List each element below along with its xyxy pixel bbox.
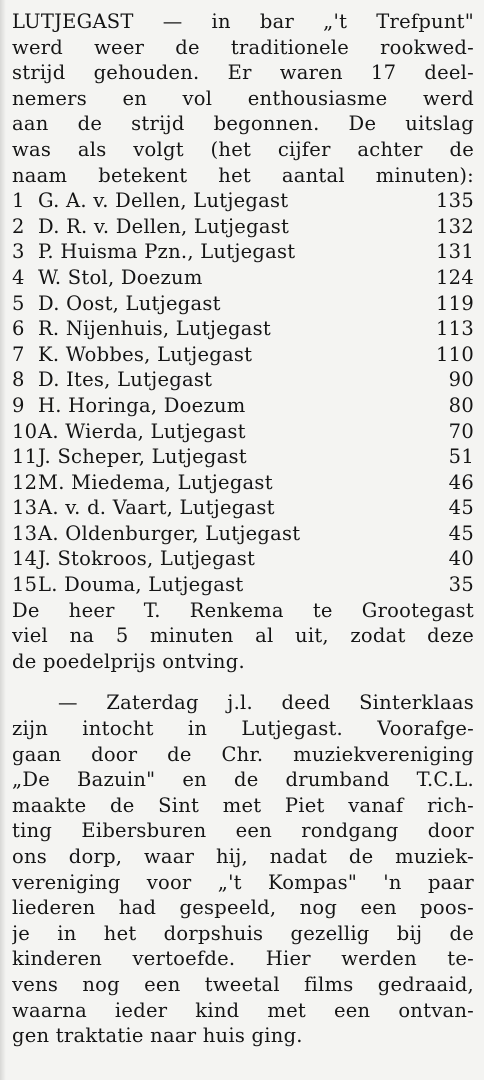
- result-rank: 10: [12, 419, 38, 443]
- result-row: [12, 342, 474, 368]
- text-line: naam betekent het aantal minuten):: [12, 163, 474, 187]
- result-entry: [12, 495, 275, 521]
- poedelprijs-paragraph: [12, 598, 474, 675]
- result-entry: [12, 316, 271, 342]
- text-line: liederen had gespeeld, nog een poos-: [12, 896, 474, 920]
- text-line: strijd gehouden. Er waren 17 deel-: [12, 61, 474, 85]
- result-rank: 7: [12, 342, 25, 366]
- result-name: H. Horinga, Doezum: [38, 393, 246, 417]
- result-name: D. R. v. Dellen, Lutjegast: [38, 214, 290, 238]
- result-rank: 2: [12, 214, 25, 238]
- result-minutes: 124: [436, 265, 474, 289]
- result-minutes: 70: [448, 419, 474, 443]
- result-rank: 3: [12, 240, 25, 264]
- result-rank: 9: [12, 393, 25, 417]
- result-row: [12, 214, 474, 240]
- result-row: [12, 265, 474, 291]
- result-entry: [12, 239, 295, 265]
- result-name: K. Wobbes, Lutjegast: [38, 342, 253, 366]
- result-row: [12, 444, 474, 470]
- text-line: nemers en vol enthousiasme werd: [12, 86, 474, 110]
- result-minutes: 132: [436, 214, 474, 238]
- sinterklaas-paragraph: [12, 690, 474, 1048]
- result-name: P. Huisma Pzn., Lutjegast: [38, 240, 296, 264]
- result-row: [12, 546, 474, 572]
- result-rank: 14: [12, 547, 38, 571]
- result-entry: [12, 291, 221, 317]
- result-name: R. Nijenhuis, Lutjegast: [38, 317, 271, 341]
- result-minutes: 51: [448, 445, 474, 469]
- text-line: gen traktatie naar huis ging.: [12, 1024, 303, 1048]
- text-line: LUTJEGAST — in bar „'t Trefpunt": [12, 10, 474, 33]
- result-entry: [12, 444, 247, 470]
- result-entry: [12, 188, 288, 214]
- text-line: zijn intocht in Lutjegast. Voorafge-: [12, 717, 474, 741]
- result-entry: [12, 470, 273, 496]
- text-line: je in het dorpshuis gezellig bij de: [12, 921, 474, 945]
- text-line: vens nog een tweetal films gedraaid,: [12, 972, 474, 996]
- result-row: [12, 188, 474, 214]
- result-name: D. Oost, Lutjegast: [38, 291, 221, 315]
- result-row: [12, 521, 474, 547]
- result-entry: [12, 419, 246, 445]
- result-name: D. Ites, Lutjegast: [38, 368, 213, 392]
- text-line: „De Bazuin" en de drumband T.C.L.: [12, 768, 474, 792]
- text-line: ting Eibersburen een rondgang door: [12, 819, 474, 843]
- result-minutes: 113: [436, 317, 474, 341]
- results-list: [12, 188, 474, 598]
- result-minutes: 90: [448, 368, 474, 392]
- result-entry: [12, 546, 255, 572]
- text-line: werd weer de traditionele rookwed-: [12, 35, 474, 59]
- result-minutes: 80: [448, 393, 474, 417]
- result-entry: [12, 367, 212, 393]
- intro-paragraph: [12, 9, 474, 188]
- result-row: [12, 572, 474, 598]
- result-row: [12, 367, 474, 393]
- result-entry: [12, 265, 203, 291]
- result-entry: [12, 393, 246, 419]
- result-rank: 5: [12, 291, 25, 315]
- text-line: gaan door de Chr. muziekvereniging: [12, 742, 474, 766]
- text-line: was als volgt (het cijfer achter de: [12, 137, 474, 161]
- result-rank: 1: [12, 189, 25, 213]
- text-line: ons dorp, waar hij, nadat de muziek-: [12, 845, 474, 868]
- result-minutes: 45: [448, 496, 474, 520]
- text-line: viel na 5 minuten al uit, zodat deze: [12, 624, 474, 648]
- result-name: J. Stokroos, Lutjegast: [38, 547, 256, 571]
- result-minutes: 135: [436, 189, 474, 213]
- result-row: [12, 291, 474, 317]
- result-rank: 11: [12, 445, 38, 469]
- text-line: maakte de Sint met Piet vanaf rich-: [12, 793, 474, 817]
- result-name: M. Miedema, Lutjegast: [38, 470, 273, 494]
- result-minutes: 40: [448, 547, 474, 571]
- result-entry: [12, 214, 289, 240]
- result-rank: 12: [12, 470, 38, 494]
- result-rank: 13: [12, 496, 38, 520]
- result-minutes: 45: [448, 521, 474, 545]
- result-rank: 15: [12, 573, 38, 597]
- result-minutes: 46: [448, 470, 474, 494]
- result-row: [12, 316, 474, 342]
- result-row: [12, 470, 474, 496]
- result-entry: [12, 342, 252, 368]
- result-minutes: 35: [448, 573, 474, 597]
- result-row: [12, 419, 474, 445]
- result-name: A. v. d. Vaart, Lutjegast: [38, 496, 275, 520]
- result-rank: 4: [12, 265, 25, 289]
- result-row: [12, 393, 474, 419]
- result-row: [12, 495, 474, 521]
- result-name: G. A. v. Dellen, Lutjegast: [38, 189, 289, 213]
- text-line: — Zaterdag j.l. deed Sinterklaas: [58, 691, 474, 715]
- result-name: W. Stol, Doezum: [38, 265, 203, 289]
- result-minutes: 131: [436, 240, 474, 264]
- text-line: aan de strijd begonnen. De uitslag: [12, 112, 474, 136]
- result-rank: 8: [12, 368, 25, 392]
- result-name: L. Douma, Lutjegast: [38, 573, 244, 597]
- scan-edge-shadow: [0, 0, 6, 1080]
- result-name: J. Scheper, Lutjegast: [38, 445, 247, 469]
- text-line: vereniging voor „'t Kompas" 'n paar: [12, 870, 474, 894]
- result-minutes: 119: [436, 291, 474, 315]
- result-name: A. Wierda, Lutjegast: [38, 419, 246, 443]
- article-column: [12, 9, 474, 1049]
- result-entry: [12, 521, 300, 547]
- result-entry: [12, 572, 243, 598]
- paragraph-gap: [12, 674, 474, 690]
- result-rank: 6: [12, 317, 25, 341]
- text-line: kinderen vertoefde. Hier werden te-: [12, 947, 474, 971]
- result-rank: 13: [12, 521, 38, 545]
- text-line: de poedelprijs ontving.: [12, 649, 245, 673]
- result-row: [12, 239, 474, 265]
- text-line: De heer T. Renkema te Grootegast: [12, 598, 474, 622]
- text-line: waarna ieder kind met een ontvan-: [12, 998, 474, 1022]
- result-name: A. Oldenburger, Lutjegast: [38, 521, 301, 545]
- result-minutes: 110: [436, 342, 474, 366]
